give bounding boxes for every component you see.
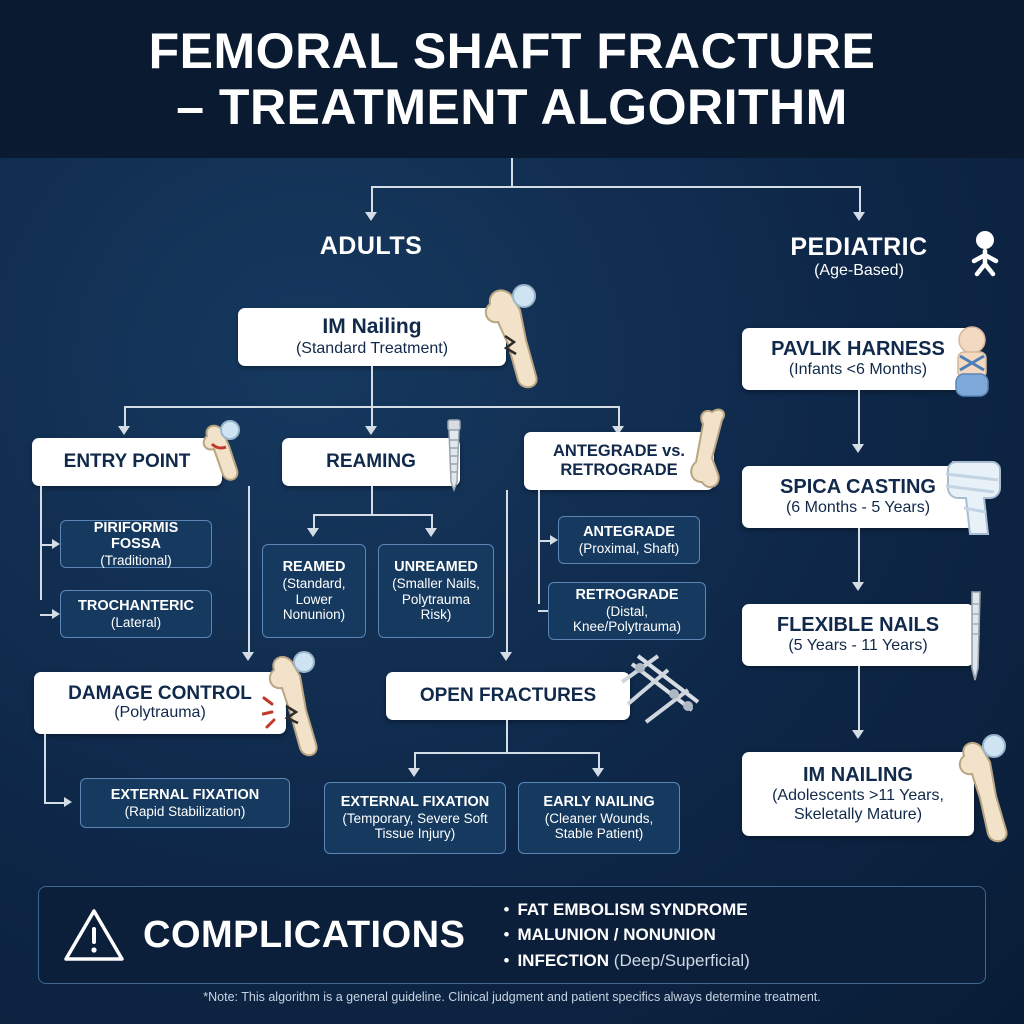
damage-control-sub: (Polytrauma) [114,704,206,722]
flexible-nails-sub: (5 Years - 11 Years) [788,637,928,655]
connector-ped-1 [858,390,860,446]
branch-label-adults [271,228,471,264]
open-fractures-title: OPEN FRACTURES [419,685,597,707]
arrow-reamed [307,528,319,537]
ext-fix-open-sub: (Temporary, Severe Soft Tissue Injury) [342,810,488,842]
arrow-open-fractures [500,652,512,661]
reamed-sub: (Standard, Lower Nonunion) [282,576,346,623]
complications-panel [38,886,986,984]
node-ped-im-nailing[interactable] [742,752,974,836]
im-nailing-title: IM Nailing [322,315,422,339]
retrograde-title: RETROGRADE [575,587,679,604]
antegrade-sub: (Proximal, Shaft) [578,540,680,556]
arrow-antegrade-child [550,535,558,545]
complication-3-detail: (Deep/Superficial) [609,950,750,970]
unreamed-title: UNREAMED [394,559,478,576]
connector-damage-control [248,486,250,654]
warning-triangle-icon [63,907,125,963]
complication-2-label: MALUNION / NONUNION [517,925,716,945]
node-reaming[interactable] [282,438,460,486]
connector-ped-3 [858,666,860,732]
ped-im-nailing-sub: (Adolescents >11 Years, Skeletally Mature) [772,786,944,823]
node-open-fractures[interactable] [386,672,630,720]
connector-adults [371,186,373,214]
ext-fix-dc-title: EXTERNAL FIXATION [110,786,260,803]
piriformis-title: PIRIFORMIS FOSSA [93,519,179,553]
arrow-dc-child [64,797,72,807]
adults-label: ADULTS [319,231,423,260]
arrow-ped-2 [852,582,864,591]
node-im-nailing[interactable] [238,308,506,366]
complication-1-label: FAT EMBOLISM SYNDROME [517,899,748,919]
connector-root-horizontal [371,186,861,188]
arrow-entry-point [118,426,130,435]
trochanteric-sub: (Lateral) [110,614,162,630]
arrow-ped-1 [852,444,864,453]
im-nailing-sub: (Standard Treatment) [295,339,449,357]
subnode-antegrade[interactable] [558,516,700,564]
node-entry-point[interactable] [32,438,222,486]
connector-im-down [371,366,373,406]
trochanteric-title: TROCHANTERIC [78,597,194,614]
title-line-1: FEMORAL SHAFT FRACTURE [148,23,876,79]
complication-item-3: • INFECTION (Deep/Superficial) [503,950,750,970]
reamed-title: REAMED [282,559,346,576]
early-nailing-sub: (Cleaner Wounds, Stable Patient) [544,810,654,842]
connector-of-down [506,720,508,752]
flexible-nails-title: FLEXIBLE NAILS [776,614,940,637]
piriformis-sub: (Traditional) [100,552,172,568]
connector-reaming-split [313,514,431,516]
subnode-unreamed[interactable] [378,544,494,638]
antegrade-retrograde-title: ANTEGRADE vs. RETROGRADE [552,442,686,479]
complication-item-1: • FAT EMBOLISM SYNDROME [503,899,748,919]
ext-fix-dc-sub: (Rapid Stabilization) [124,803,246,819]
arrow-ped-3 [852,730,864,739]
entry-point-title: ENTRY POINT [63,451,191,473]
connector-open-fractures [506,490,508,654]
connector-dc-child-h [44,802,66,804]
damage-control-title: DAMAGE CONTROL [68,682,252,704]
antegrade-title: ANTEGRADE [583,523,675,540]
pediatric-label: PEDIATRIC [790,232,928,261]
node-flexible-nails[interactable] [742,604,974,666]
arrow-entry-child-1 [52,539,60,549]
arrow-of-child-1 [408,768,420,777]
title-line-2: – TREATMENT ALGORITHM [176,79,848,135]
arrow-reaming [365,426,377,435]
pediatric-sublabel: (Age-Based) [814,261,904,279]
connector-reaming-down [371,486,373,514]
connector-of-split [414,752,598,754]
subnode-reamed[interactable] [262,544,366,638]
arrow-adults [365,212,377,221]
node-antegrade-retrograde[interactable] [524,432,714,490]
complications-list [503,897,749,974]
arrow-unreamed [425,528,437,537]
subnode-external-fixation-dc[interactable] [80,778,290,828]
subnode-external-fixation-open[interactable] [324,782,506,854]
connector-ped-2 [858,528,860,584]
connector-pediatric [859,186,861,214]
arrow-entry-child-2 [52,609,60,619]
ext-fix-open-title: EXTERNAL FIXATION [340,794,490,811]
complication-3-label: INFECTION [517,950,610,970]
reaming-title: REAMING [326,451,416,473]
footnote: *Note: This algorithm is a general guideline. Clinical judgment and patient specifics always determine treatment. [203,990,821,1004]
complication-item-2: • MALUNION / NONUNION [503,925,716,945]
arrow-damage-control [242,652,254,661]
subnode-retrograde[interactable] [548,582,706,640]
connector-ar-children [538,490,540,604]
ped-im-nailing-title: IM NAILING [803,763,913,786]
subnode-early-nailing[interactable] [518,782,680,854]
spica-title: SPICA CASTING [780,476,936,499]
early-nailing-title: EARLY NAILING [543,794,655,811]
subnode-piriformis-fossa[interactable] [60,520,212,568]
connector-entry [124,406,126,428]
connector-root-vertical [511,158,513,186]
node-spica-casting[interactable] [742,466,974,528]
spica-sub: (6 Months - 5 Years) [785,499,931,517]
node-pavlik-harness[interactable] [742,328,974,390]
connector-antegrade [618,406,620,428]
complications-title: COMPLICATIONS [143,913,466,956]
subnode-trochanteric[interactable] [60,590,212,638]
pavlik-sub: (Infants <6 Months) [788,361,928,379]
connector-dc-child [44,734,46,802]
connector-entry-children [40,486,42,600]
arrow-of-child-2 [592,768,604,777]
page-header [0,0,1024,158]
pavlik-title: PAVLIK HARNESS [771,338,945,361]
node-damage-control[interactable] [34,672,286,734]
arrow-pediatric [853,212,865,221]
unreamed-sub: (Smaller Nails, Polytrauma Risk) [392,576,480,623]
branch-label-pediatric [759,226,959,286]
connector-reaming [371,406,373,428]
retrograde-sub: (Distal, Knee/Polytrauma) [572,603,682,635]
